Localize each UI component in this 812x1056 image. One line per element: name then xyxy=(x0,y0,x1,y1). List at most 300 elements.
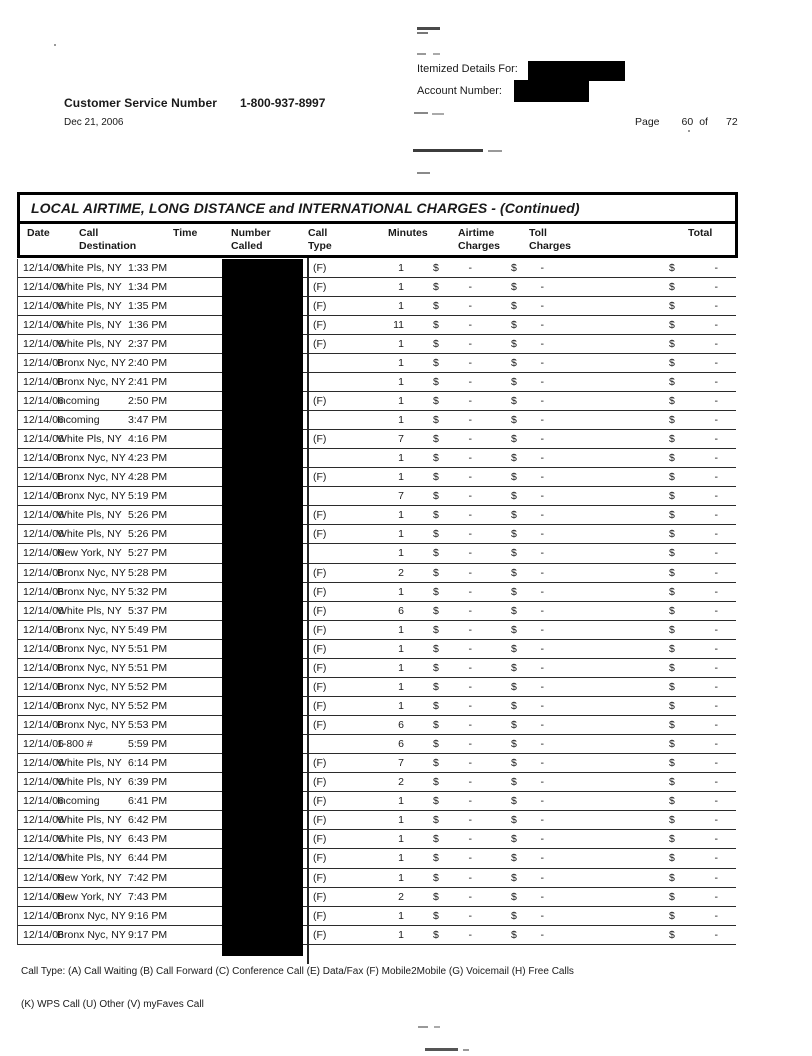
cell-airtime-charge: - xyxy=(468,833,472,846)
cell-airtime-currency: $ xyxy=(433,871,439,884)
cell-time: 1:33 PM xyxy=(128,261,168,274)
cell-toll-charge: - xyxy=(540,699,544,712)
scan-artifact xyxy=(434,1026,440,1028)
cell-call-type: (F) xyxy=(313,394,327,407)
cell-airtime-charge: - xyxy=(468,623,472,636)
column-header-total: Total xyxy=(688,227,713,239)
cell-toll-charge: - xyxy=(540,337,544,350)
cell-call-destination: Bronx Nyc, NY xyxy=(57,471,126,484)
cell-minutes: 6 xyxy=(398,719,404,731)
cell-airtime-currency: $ xyxy=(433,852,439,865)
cell-total-charge: - xyxy=(714,394,718,407)
table-row xyxy=(18,564,736,583)
cell-toll-currency: $ xyxy=(511,280,517,293)
cell-airtime-currency: $ xyxy=(433,356,439,369)
cell-date: 12/14/06 xyxy=(23,452,64,465)
page-label: Page xyxy=(635,116,660,128)
cell-call-destination: Bronx Nyc, NY xyxy=(57,719,126,731)
cell-airtime-charge: - xyxy=(468,337,472,350)
cell-total-currency: $ xyxy=(669,890,675,903)
cell-total-currency: $ xyxy=(669,814,675,827)
cell-call-destination: Bronx Nyc, NY xyxy=(57,661,126,674)
scan-artifact xyxy=(413,149,483,152)
cell-minutes: 1 xyxy=(398,928,404,941)
cell-date: 12/14/06 xyxy=(23,261,64,274)
cell-airtime-currency: $ xyxy=(433,394,439,407)
cell-toll-charge: - xyxy=(540,528,544,541)
cell-airtime-currency: $ xyxy=(433,528,439,541)
cell-date: 12/14/06 xyxy=(23,661,64,674)
cell-date: 12/14/06 xyxy=(23,642,64,655)
table-row xyxy=(18,487,736,506)
cell-date: 12/14/06 xyxy=(23,337,64,350)
cell-minutes: 1 xyxy=(398,261,404,274)
cell-toll-currency: $ xyxy=(511,776,517,789)
cell-toll-charge: - xyxy=(540,471,544,484)
cell-toll-currency: $ xyxy=(511,699,517,712)
table-row xyxy=(18,678,736,697)
cell-minutes: 1 xyxy=(398,795,404,808)
table-row xyxy=(18,468,736,487)
cell-time: 6:43 PM xyxy=(128,833,168,846)
cell-airtime-currency: $ xyxy=(433,757,439,770)
cell-toll-charge: - xyxy=(540,394,544,407)
cell-toll-charge: - xyxy=(540,909,544,922)
cell-toll-charge: - xyxy=(540,318,544,331)
cell-call-destination: 1-800 # xyxy=(57,738,93,751)
cell-call-destination: White Pls, NY xyxy=(57,833,122,846)
cell-call-type: (F) xyxy=(313,509,327,522)
cell-call-type: (F) xyxy=(313,528,327,541)
itemized-details-label: Itemized Details For: xyxy=(417,63,518,75)
cell-time: 1:35 PM xyxy=(128,299,168,312)
cell-airtime-currency: $ xyxy=(433,490,439,503)
cell-toll-currency: $ xyxy=(511,318,517,331)
table-row xyxy=(18,716,736,735)
cell-call-destination: White Pls, NY xyxy=(57,509,122,522)
cell-call-type: (F) xyxy=(313,719,327,731)
cell-date: 12/14/06 xyxy=(23,719,64,731)
cell-airtime-currency: $ xyxy=(433,318,439,331)
cell-call-type: (F) xyxy=(313,757,327,770)
cell-toll-currency: $ xyxy=(511,471,517,484)
cell-toll-currency: $ xyxy=(511,738,517,751)
table-row xyxy=(18,659,736,678)
cell-total-charge: - xyxy=(714,280,718,293)
cell-toll-currency: $ xyxy=(511,890,517,903)
redaction-box-number-called-column xyxy=(222,259,303,956)
cell-toll-currency: $ xyxy=(511,795,517,808)
cell-minutes: 1 xyxy=(398,547,404,560)
cell-airtime-currency: $ xyxy=(433,585,439,598)
cell-airtime-charge: - xyxy=(468,757,472,770)
cell-toll-charge: - xyxy=(540,757,544,770)
cell-toll-currency: $ xyxy=(511,299,517,312)
cell-call-destination: Bronx Nyc, NY xyxy=(57,680,126,693)
cell-call-type: (F) xyxy=(313,623,327,636)
cell-airtime-charge: - xyxy=(468,299,472,312)
cell-call-type: (F) xyxy=(313,261,327,274)
scan-artifact xyxy=(463,1049,469,1051)
table-row xyxy=(18,544,736,563)
cell-minutes: 1 xyxy=(398,299,404,312)
cell-airtime-charge: - xyxy=(468,356,472,369)
table-row xyxy=(18,735,736,754)
cell-call-destination: White Pls, NY xyxy=(57,261,122,274)
table-row xyxy=(18,869,736,888)
cell-airtime-currency: $ xyxy=(433,299,439,312)
cell-toll-charge: - xyxy=(540,375,544,388)
cell-time: 2:50 PM xyxy=(128,394,168,407)
cell-date: 12/14/06 xyxy=(23,871,64,884)
cell-call-destination: Bronx Nyc, NY xyxy=(57,566,126,579)
cell-minutes: 6 xyxy=(398,604,404,617)
cell-total-currency: $ xyxy=(669,261,675,274)
scan-artifact xyxy=(425,1048,458,1051)
cell-total-charge: - xyxy=(714,738,718,751)
cell-date: 12/14/06 xyxy=(23,299,64,312)
cell-airtime-currency: $ xyxy=(433,642,439,655)
cell-airtime-charge: - xyxy=(468,719,472,731)
cell-call-type: (F) xyxy=(313,833,327,846)
cell-toll-charge: - xyxy=(540,414,544,426)
charges-table-header-box xyxy=(17,192,738,258)
table-row xyxy=(18,583,736,602)
cell-time: 1:34 PM xyxy=(128,280,168,293)
cell-call-type: (F) xyxy=(313,795,327,808)
cell-minutes: 2 xyxy=(398,566,404,579)
cell-date: 12/14/06 xyxy=(23,280,64,293)
scan-artifact xyxy=(488,150,502,152)
table-title: LOCAL AIRTIME, LONG DISTANCE and INTERNATIONAL CHARGES - (Continued) xyxy=(20,195,735,224)
cell-total-charge: - xyxy=(714,547,718,560)
column-header-call-type: Call Type xyxy=(308,227,332,252)
cell-airtime-charge: - xyxy=(468,509,472,522)
cell-airtime-currency: $ xyxy=(433,909,439,922)
table-row xyxy=(18,411,736,430)
cell-airtime-charge: - xyxy=(468,661,472,674)
cell-total-charge: - xyxy=(714,776,718,789)
cell-date: 12/14/06 xyxy=(23,566,64,579)
cell-airtime-currency: $ xyxy=(433,833,439,846)
cell-total-currency: $ xyxy=(669,566,675,579)
cell-total-currency: $ xyxy=(669,414,675,426)
cell-call-destination: White Pls, NY xyxy=(57,280,122,293)
cell-call-type: (F) xyxy=(313,928,327,941)
cell-total-charge: - xyxy=(714,680,718,693)
cell-call-destination: White Pls, NY xyxy=(57,318,122,331)
page-current: 60 xyxy=(681,116,694,128)
cell-total-currency: $ xyxy=(669,719,675,731)
cell-toll-charge: - xyxy=(540,680,544,693)
cell-total-charge: - xyxy=(714,337,718,350)
cell-total-charge: - xyxy=(714,318,718,331)
cell-airtime-charge: - xyxy=(468,738,472,751)
cell-total-currency: $ xyxy=(669,928,675,941)
cell-call-destination: Bronx Nyc, NY xyxy=(57,452,126,465)
cell-total-currency: $ xyxy=(669,471,675,484)
cell-airtime-currency: $ xyxy=(433,928,439,941)
cell-toll-charge: - xyxy=(540,852,544,865)
scan-artifact xyxy=(418,1026,428,1028)
cell-call-type: (F) xyxy=(313,871,327,884)
cell-toll-currency: $ xyxy=(511,757,517,770)
cell-time: 4:16 PM xyxy=(128,433,168,446)
table-rows xyxy=(17,259,736,945)
cell-minutes: 2 xyxy=(398,776,404,789)
cell-date: 12/14/06 xyxy=(23,414,64,426)
cell-toll-charge: - xyxy=(540,738,544,751)
cell-date: 12/14/06 xyxy=(23,852,64,865)
cell-total-charge: - xyxy=(714,928,718,941)
cell-total-currency: $ xyxy=(669,680,675,693)
cell-toll-charge: - xyxy=(540,661,544,674)
cell-time: 2:41 PM xyxy=(128,375,168,388)
cell-date: 12/14/06 xyxy=(23,356,64,369)
cell-airtime-currency: $ xyxy=(433,414,439,426)
table-row xyxy=(18,506,736,525)
cell-total-charge: - xyxy=(714,795,718,808)
cell-toll-charge: - xyxy=(540,299,544,312)
table-row xyxy=(18,373,736,392)
cell-total-currency: $ xyxy=(669,280,675,293)
cell-minutes: 7 xyxy=(398,490,404,503)
cell-total-currency: $ xyxy=(669,699,675,712)
cell-airtime-currency: $ xyxy=(433,890,439,903)
cell-toll-currency: $ xyxy=(511,356,517,369)
cell-toll-currency: $ xyxy=(511,490,517,503)
cell-airtime-charge: - xyxy=(468,776,472,789)
cell-total-charge: - xyxy=(714,490,718,503)
cell-toll-currency: $ xyxy=(511,509,517,522)
cell-minutes: 1 xyxy=(398,909,404,922)
cell-airtime-currency: $ xyxy=(433,452,439,465)
cell-airtime-charge: - xyxy=(468,375,472,388)
cell-airtime-currency: $ xyxy=(433,375,439,388)
cell-total-charge: - xyxy=(714,719,718,731)
table-row xyxy=(18,754,736,773)
cell-toll-charge: - xyxy=(540,280,544,293)
cell-total-currency: $ xyxy=(669,642,675,655)
cell-date: 12/14/06 xyxy=(23,738,64,751)
cell-toll-charge: - xyxy=(540,547,544,560)
cell-time: 4:28 PM xyxy=(128,471,168,484)
cell-airtime-currency: $ xyxy=(433,280,439,293)
cell-date: 12/14/06 xyxy=(23,490,64,503)
cell-airtime-charge: - xyxy=(468,642,472,655)
scan-artifact xyxy=(433,53,440,55)
cell-minutes: 2 xyxy=(398,890,404,903)
cell-total-charge: - xyxy=(714,375,718,388)
cell-call-type: (F) xyxy=(313,814,327,827)
cell-airtime-currency: $ xyxy=(433,680,439,693)
cell-call-type: (F) xyxy=(313,433,327,446)
table-row xyxy=(18,297,736,316)
table-row xyxy=(18,907,736,926)
cell-minutes: 1 xyxy=(398,814,404,827)
scan-artifact xyxy=(414,112,428,114)
column-header-number-called: Number Called xyxy=(231,227,271,252)
cell-toll-currency: $ xyxy=(511,433,517,446)
cell-airtime-currency: $ xyxy=(433,776,439,789)
cell-total-charge: - xyxy=(714,814,718,827)
cell-toll-currency: $ xyxy=(511,375,517,388)
cell-minutes: 1 xyxy=(398,585,404,598)
cell-toll-currency: $ xyxy=(511,852,517,865)
cell-minutes: 1 xyxy=(398,680,404,693)
cell-call-type: (F) xyxy=(313,604,327,617)
cell-call-destination: Incoming xyxy=(57,414,100,426)
cell-toll-charge: - xyxy=(540,623,544,636)
column-header-toll-charges: Toll Charges xyxy=(529,227,572,252)
cell-airtime-currency: $ xyxy=(433,261,439,274)
cell-toll-currency: $ xyxy=(511,871,517,884)
table-row xyxy=(18,621,736,640)
page-indicator xyxy=(635,116,738,128)
cell-date: 12/14/06 xyxy=(23,471,64,484)
cell-call-destination: White Pls, NY xyxy=(57,299,122,312)
cell-call-destination: White Pls, NY xyxy=(57,337,122,350)
scan-artifact xyxy=(432,113,444,115)
cell-call-type: (F) xyxy=(313,699,327,712)
cell-total-charge: - xyxy=(714,833,718,846)
cell-airtime-currency: $ xyxy=(433,795,439,808)
cell-call-destination: Bronx Nyc, NY xyxy=(57,699,126,712)
cell-toll-charge: - xyxy=(540,776,544,789)
cell-total-currency: $ xyxy=(669,356,675,369)
cell-airtime-charge: - xyxy=(468,814,472,827)
cell-date: 12/14/06 xyxy=(23,795,64,808)
cell-date: 12/14/06 xyxy=(23,318,64,331)
cell-total-currency: $ xyxy=(669,604,675,617)
cell-time: 7:43 PM xyxy=(128,890,168,903)
cell-airtime-charge: - xyxy=(468,928,472,941)
cell-time: 5:59 PM xyxy=(128,738,168,751)
cell-total-charge: - xyxy=(714,661,718,674)
table-row xyxy=(18,354,736,373)
table-row xyxy=(18,849,736,868)
cell-airtime-currency: $ xyxy=(433,566,439,579)
cell-toll-currency: $ xyxy=(511,394,517,407)
cell-total-currency: $ xyxy=(669,452,675,465)
cell-call-destination: White Pls, NY xyxy=(57,604,122,617)
cell-total-charge: - xyxy=(714,890,718,903)
cell-time: 9:17 PM xyxy=(128,928,168,941)
cell-airtime-charge: - xyxy=(468,604,472,617)
table-row xyxy=(18,830,736,849)
cell-call-destination: Bronx Nyc, NY xyxy=(57,490,126,503)
cell-date: 12/14/06 xyxy=(23,699,64,712)
cell-toll-currency: $ xyxy=(511,452,517,465)
cell-toll-charge: - xyxy=(540,814,544,827)
cell-total-currency: $ xyxy=(669,394,675,407)
cell-toll-charge: - xyxy=(540,871,544,884)
cell-airtime-currency: $ xyxy=(433,433,439,446)
cell-time: 4:23 PM xyxy=(128,452,168,465)
scan-artifact xyxy=(417,172,430,174)
cell-total-charge: - xyxy=(714,642,718,655)
cell-time: 6:44 PM xyxy=(128,852,168,865)
cell-airtime-charge: - xyxy=(468,452,472,465)
cell-call-type: (F) xyxy=(313,471,327,484)
cell-minutes: 1 xyxy=(398,280,404,293)
cell-airtime-currency: $ xyxy=(433,337,439,350)
cell-total-charge: - xyxy=(714,757,718,770)
cell-total-charge: - xyxy=(714,909,718,922)
cell-call-type: (F) xyxy=(313,299,327,312)
cell-toll-currency: $ xyxy=(511,337,517,350)
cell-minutes: 7 xyxy=(398,757,404,770)
cell-airtime-charge: - xyxy=(468,414,472,426)
cell-date: 12/14/06 xyxy=(23,585,64,598)
cell-time: 5:28 PM xyxy=(128,566,168,579)
cell-time: 3:47 PM xyxy=(128,414,168,426)
cell-call-type: (F) xyxy=(313,280,327,293)
call-type-legend-line2: (K) WPS Call (U) Other (V) myFaves Call xyxy=(21,999,204,1010)
cell-toll-charge: - xyxy=(540,585,544,598)
cell-toll-currency: $ xyxy=(511,833,517,846)
cell-time: 5:51 PM xyxy=(128,642,168,655)
cell-minutes: 1 xyxy=(398,414,404,426)
cell-airtime-charge: - xyxy=(468,261,472,274)
cell-total-currency: $ xyxy=(669,776,675,789)
cell-time: 1:36 PM xyxy=(128,318,168,331)
scan-artifact xyxy=(417,53,426,55)
cell-toll-charge: - xyxy=(540,890,544,903)
cell-toll-currency: $ xyxy=(511,680,517,693)
cell-airtime-charge: - xyxy=(468,890,472,903)
cell-airtime-charge: - xyxy=(468,547,472,560)
table-row xyxy=(18,792,736,811)
cell-time: 5:49 PM xyxy=(128,623,168,636)
cell-date: 12/14/06 xyxy=(23,623,64,636)
cell-total-charge: - xyxy=(714,852,718,865)
cell-call-type: (F) xyxy=(313,680,327,693)
cell-airtime-charge: - xyxy=(468,585,472,598)
cell-date: 12/14/06 xyxy=(23,776,64,789)
cell-total-currency: $ xyxy=(669,738,675,751)
cell-total-charge: - xyxy=(714,433,718,446)
cell-airtime-charge: - xyxy=(468,490,472,503)
cell-call-destination: Bronx Nyc, NY xyxy=(57,585,126,598)
cell-toll-charge: - xyxy=(540,833,544,846)
cell-total-currency: $ xyxy=(669,871,675,884)
cell-toll-currency: $ xyxy=(511,909,517,922)
customer-service-label: Customer Service Number xyxy=(64,96,218,110)
cell-minutes: 1 xyxy=(398,394,404,407)
cell-airtime-charge: - xyxy=(468,909,472,922)
cell-total-currency: $ xyxy=(669,585,675,598)
cell-time: 5:32 PM xyxy=(128,585,168,598)
cell-toll-currency: $ xyxy=(511,814,517,827)
cell-airtime-currency: $ xyxy=(433,604,439,617)
column-header-date: Date xyxy=(27,227,50,239)
cell-toll-currency: $ xyxy=(511,261,517,274)
cell-toll-charge: - xyxy=(540,490,544,503)
cell-toll-charge: - xyxy=(540,452,544,465)
cell-total-charge: - xyxy=(714,414,718,426)
cell-call-destination: White Pls, NY xyxy=(57,757,122,770)
cell-total-currency: $ xyxy=(669,318,675,331)
cell-time: 5:52 PM xyxy=(128,699,168,712)
cell-airtime-charge: - xyxy=(468,528,472,541)
table-row xyxy=(18,888,736,907)
cell-minutes: 7 xyxy=(398,433,404,446)
table-row xyxy=(18,602,736,621)
cell-airtime-currency: $ xyxy=(433,509,439,522)
table-row xyxy=(18,811,736,830)
cell-total-charge: - xyxy=(714,509,718,522)
